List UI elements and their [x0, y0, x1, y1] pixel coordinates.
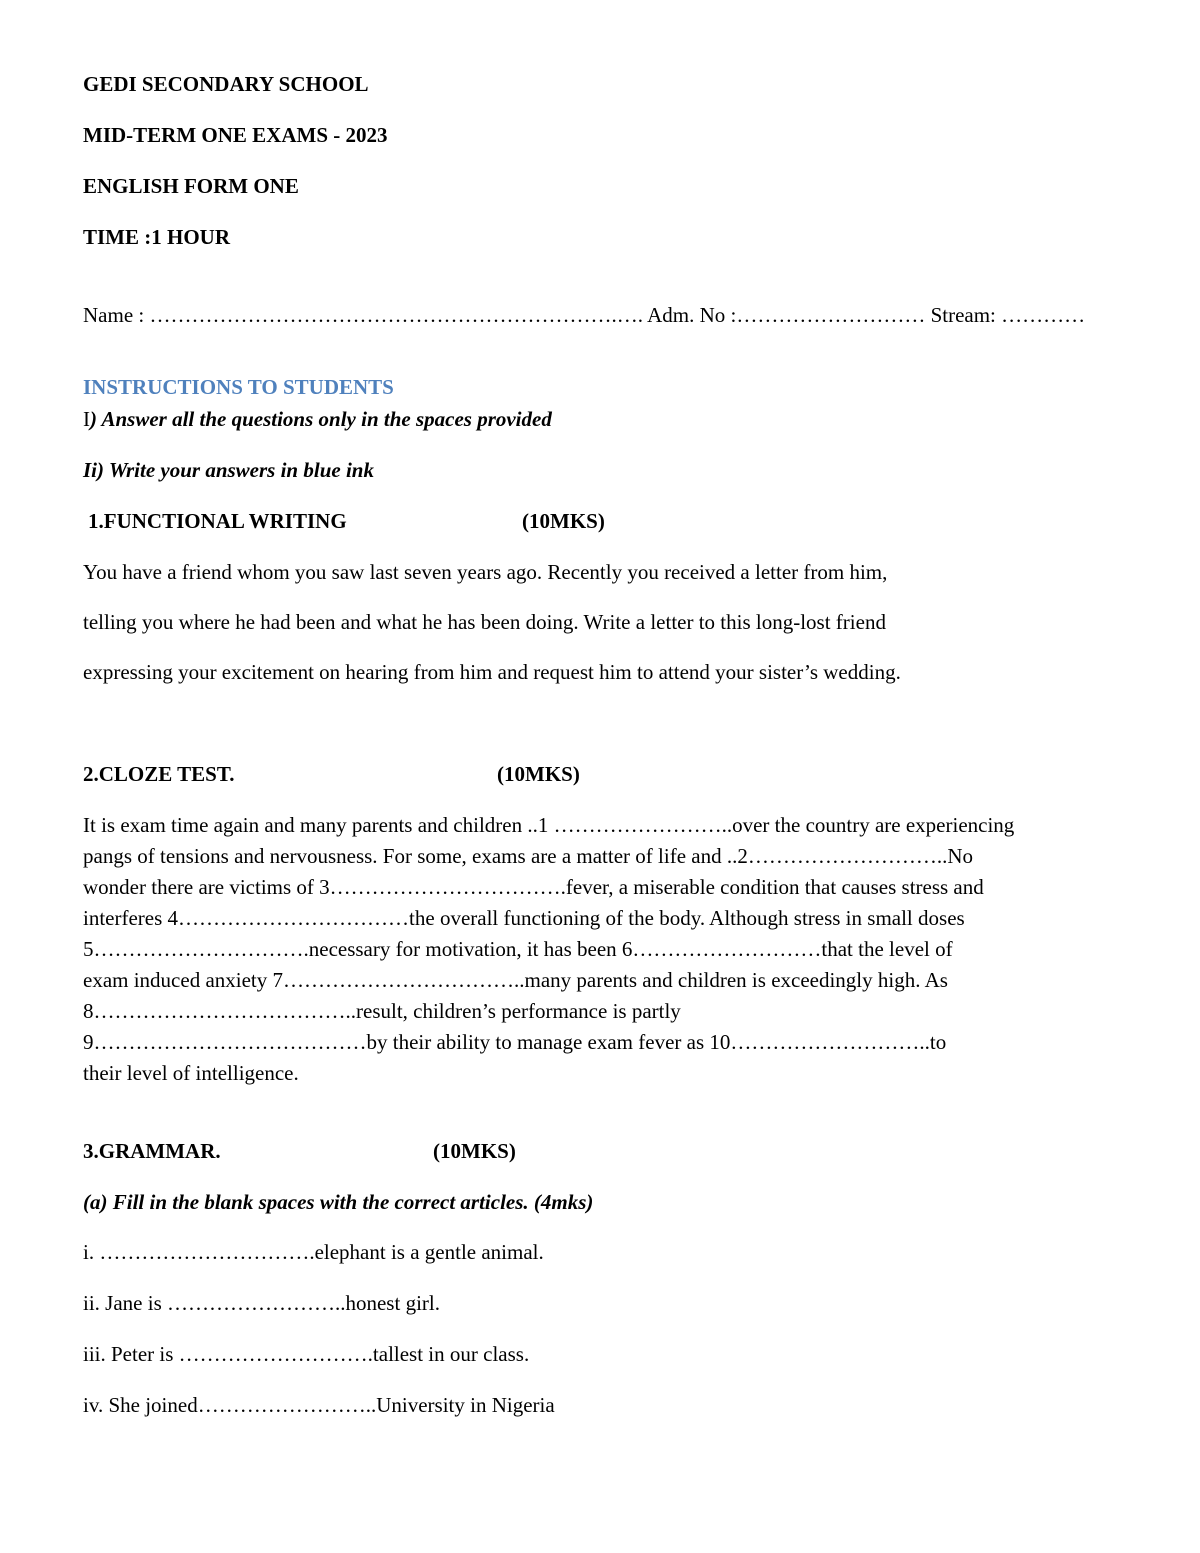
section-1-title: 1.FUNCTIONAL WRITING — [88, 509, 347, 533]
instruction-1 — [83, 409, 552, 430]
cloze-line: It is exam time again and many parents and children ..1 ……………………..over the country are experiencing — [83, 813, 1015, 837]
cloze-line: 9…………………………………by their ability to manage exam fever as 10………………………..to — [83, 1030, 947, 1054]
cloze-line: pangs of tensions and nervousness. For some, exams are a matter of life and ..2………………………..No — [83, 844, 973, 868]
section-3-heading — [83, 1141, 683, 1165]
student-details-line: Name : ………………………………………………………….…. Adm. No :……………………… Stream: ………… — [83, 303, 1086, 327]
instruction-1-text: ) Answer all the questions only in the spaces provided — [90, 407, 552, 431]
section-3-marks: (10MKS) — [433, 1139, 516, 1163]
section-1-line: You have a friend whom you saw last seven years ago. Recently you received a letter from him, — [83, 560, 888, 584]
cloze-line: wonder there are victims of 3…………………………….fever, a miserable condition that causes stress and — [83, 875, 984, 899]
instructions-heading: INSTRUCTIONS TO STUDENTS — [83, 375, 394, 399]
section-1-heading — [88, 511, 688, 535]
exam-time: TIME :1 HOUR — [83, 225, 230, 249]
school-name: GEDI SECONDARY SCHOOL — [83, 72, 369, 96]
section-1-line: telling you where he had been and what he has been doing. Write a letter to this long-lost friend — [83, 610, 886, 634]
section-2-marks: (10MKS) — [497, 762, 580, 786]
section-2-heading — [83, 764, 683, 788]
section-3-title: 3.GRAMMAR. — [83, 1139, 221, 1163]
section-1-marks: (10MKS) — [522, 509, 605, 533]
cloze-line: 8………………………………..result, children’s performance is partly — [83, 999, 681, 1023]
grammar-item: i. ………………………….elephant is a gentle animal. — [83, 1240, 544, 1264]
section-2-title: 2.CLOZE TEST. — [83, 762, 235, 786]
instruction-1-prefix: I — [83, 407, 90, 431]
cloze-line: their level of intelligence. — [83, 1061, 299, 1085]
subject-title: ENGLISH FORM ONE — [83, 174, 299, 198]
exam-title: MID-TERM ONE EXAMS - 2023 — [83, 123, 388, 147]
cloze-line: exam induced anxiety 7……………………………..many parents and children is exceedingly high. As — [83, 968, 948, 992]
instruction-2: Ii) Write your answers in blue ink — [83, 458, 374, 482]
grammar-item: iii. Peter is ……………………….tallest in our class. — [83, 1342, 530, 1366]
grammar-item: iv. She joined……………………..University in Nigeria — [83, 1393, 555, 1417]
grammar-instruction: (a) Fill in the blank spaces with the correct articles. (4mks) — [83, 1190, 594, 1214]
section-1-line: expressing your excitement on hearing from him and request him to attend your sister’s wedding. — [83, 660, 901, 684]
cloze-line: interferes 4……………………………the overall functioning of the body. Although stress in small doses — [83, 906, 965, 930]
grammar-item: ii. Jane is ……………………..honest girl. — [83, 1291, 440, 1315]
cloze-line: 5………………………….necessary for motivation, it has been 6………………………that the level of — [83, 937, 953, 961]
